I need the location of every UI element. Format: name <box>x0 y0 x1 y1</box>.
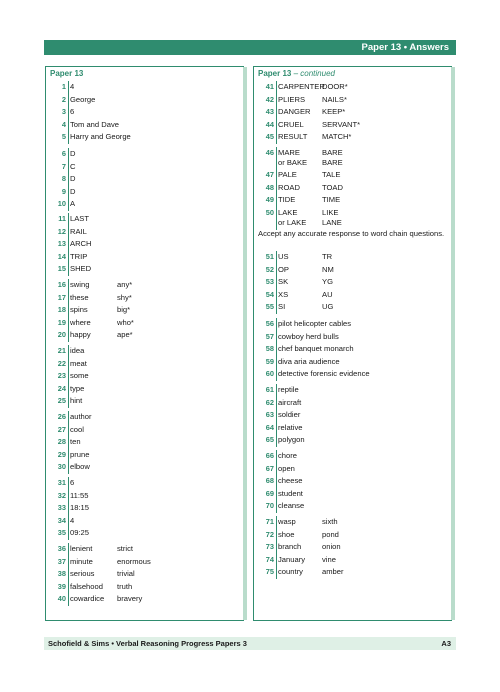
answer-text: or BAKE <box>278 158 308 167</box>
answer-text: DANGER <box>278 107 311 117</box>
answer-text: idea <box>70 346 85 355</box>
answer-text: 6 <box>70 107 75 117</box>
answer-text: falsehood <box>70 581 103 591</box>
answer-row <box>256 182 446 193</box>
answer-text-second: BARE <box>322 158 343 167</box>
answer-text-second: LANE <box>322 217 342 227</box>
right-panel <box>253 66 452 621</box>
answer-text: TRIP <box>70 251 88 261</box>
group-divider <box>276 318 277 381</box>
answer-text: swing <box>70 280 90 289</box>
answer-row <box>256 409 446 420</box>
group-divider <box>68 213 69 276</box>
answer-text: detective forensic evidence <box>278 369 370 379</box>
answer-row <box>256 384 446 395</box>
question-number: 34 <box>57 515 66 525</box>
question-number: 27 <box>57 424 66 434</box>
question-number: 11 <box>58 214 66 223</box>
answer-text: diva aria audience <box>278 356 340 366</box>
question-number: 37 <box>57 556 66 566</box>
answer-text: PALE <box>278 170 297 179</box>
question-number: 23 <box>57 371 66 381</box>
answer-text: US <box>278 252 289 261</box>
answer-row <box>48 173 238 184</box>
answer-text: George <box>70 94 96 104</box>
footer <box>44 637 456 650</box>
answer-text: shoe <box>278 529 295 539</box>
question-number: 74 <box>265 554 274 564</box>
question-number: 39 <box>57 581 66 591</box>
answer-text-second: amber <box>322 567 344 577</box>
answer-text: author <box>70 412 92 421</box>
answer-text-second: truth <box>117 581 133 591</box>
answer-row <box>256 157 446 168</box>
right-panel-title-main: Paper 13 <box>258 69 292 78</box>
answer-text-second: any* <box>117 280 133 289</box>
answer-row <box>256 194 446 205</box>
answer-text-second: YG <box>322 277 333 287</box>
question-number: 75 <box>265 567 274 577</box>
answer-text-second: AU <box>322 289 333 299</box>
answer-text: TIDE <box>278 195 296 205</box>
question-number: 19 <box>57 317 66 327</box>
right-panel-title <box>258 69 335 78</box>
answer-text: relative <box>278 422 303 432</box>
answer-row <box>48 238 238 249</box>
answer-text: chore <box>278 451 297 460</box>
question-number: 65 <box>265 435 274 445</box>
answer-text: January <box>278 554 306 564</box>
answer-text: C <box>70 161 76 171</box>
question-number: 28 <box>57 437 66 447</box>
question-number: 18 <box>57 305 66 315</box>
question-number: 49 <box>265 195 274 205</box>
answer-row <box>48 358 238 369</box>
answer-row <box>48 304 238 315</box>
answer-text: MARE <box>278 148 300 157</box>
question-number: 44 <box>265 119 274 129</box>
group-divider <box>68 148 69 211</box>
answer-row <box>48 515 238 526</box>
answer-text: 09:25 <box>70 528 90 538</box>
answer-text-second: TOAD <box>322 182 343 192</box>
answer-text: reptile <box>278 385 299 394</box>
question-number: 48 <box>265 182 274 192</box>
answer-text-second: DOOR* <box>322 82 348 91</box>
question-number: 67 <box>265 463 274 473</box>
question-number: 71 <box>265 517 274 526</box>
answer-row <box>48 263 238 274</box>
answer-row <box>48 581 238 592</box>
panel-shadow <box>451 67 455 620</box>
answer-text-second: bravery <box>117 594 143 604</box>
answer-text-second: BARE <box>322 148 343 157</box>
answer-text-second: TALE <box>322 170 341 179</box>
answer-row <box>256 356 446 367</box>
question-number: 32 <box>57 490 66 500</box>
answer-text-second: ape* <box>117 330 133 340</box>
answer-row <box>256 541 446 552</box>
group-divider <box>68 345 69 408</box>
panel-shadow <box>243 67 247 620</box>
question-number: 60 <box>265 369 274 379</box>
group-divider <box>276 251 277 314</box>
answer-text-second: vine <box>322 554 336 564</box>
question-number: 46 <box>265 148 274 157</box>
answer-text: 18:15 <box>70 503 90 513</box>
answer-row <box>48 383 238 394</box>
answer-text: 4 <box>70 515 75 525</box>
question-number: 12 <box>57 226 66 236</box>
answer-row <box>48 477 238 488</box>
answer-text: 6 <box>70 478 75 487</box>
answer-row <box>48 568 238 579</box>
question-number: 73 <box>265 542 274 552</box>
question-number: 25 <box>57 396 66 406</box>
answer-row <box>256 343 446 354</box>
answer-text: cowboy herd bulls <box>278 331 339 341</box>
group-divider <box>276 147 277 230</box>
question-number: 20 <box>57 330 66 340</box>
answer-row <box>48 226 238 237</box>
answer-text-second: big* <box>117 305 131 315</box>
answer-row <box>256 475 446 486</box>
answer-row <box>256 289 446 300</box>
question-number: 64 <box>265 422 274 432</box>
group-divider <box>276 384 277 447</box>
answer-text: these <box>70 292 89 302</box>
answer-text: student <box>278 488 303 498</box>
answer-row <box>256 251 446 262</box>
answer-row <box>48 198 238 209</box>
answer-text-second: TIME <box>322 195 341 205</box>
answer-row <box>256 422 446 433</box>
question-number: 1 <box>61 82 66 91</box>
answer-text: LAST <box>70 214 89 223</box>
answer-row <box>48 81 238 92</box>
question-number: 24 <box>57 383 66 393</box>
answer-text-second: pond <box>322 529 339 539</box>
answer-row <box>256 119 446 130</box>
question-number: 51 <box>265 252 274 261</box>
answer-text: 4 <box>70 82 75 91</box>
answer-row <box>48 279 238 290</box>
answer-row <box>256 434 446 445</box>
question-number: 40 <box>57 594 66 604</box>
answer-row <box>256 331 446 342</box>
question-number: 70 <box>265 501 274 511</box>
answer-text: SHED <box>70 264 92 274</box>
question-number: 17 <box>57 292 66 302</box>
answer-row <box>256 554 446 565</box>
answer-text: country <box>278 567 303 577</box>
question-number: 14 <box>57 251 66 261</box>
answer-text-second: strict <box>117 544 134 553</box>
answer-text: LAKE <box>278 207 298 217</box>
answer-text: hint <box>70 396 83 406</box>
answer-text: where <box>70 317 91 327</box>
answer-row <box>48 119 238 130</box>
answer-text: polygon <box>278 435 305 445</box>
answer-row <box>48 424 238 435</box>
answer-text: some <box>70 371 89 381</box>
question-number: 30 <box>57 462 66 472</box>
question-number: 63 <box>265 410 274 420</box>
answer-text: CRUEL <box>278 119 304 129</box>
question-number: 21 <box>57 346 66 355</box>
answer-row <box>48 148 238 159</box>
word-chain-note: Accept any accurate response to word chain questions. <box>258 229 445 238</box>
answer-text: open <box>278 463 295 473</box>
answer-row <box>48 329 238 340</box>
answer-row <box>48 292 238 303</box>
right-panel-title-suffix: – continued <box>293 69 335 78</box>
answer-text: cheese <box>278 476 303 486</box>
question-number: 22 <box>57 358 66 368</box>
answer-row <box>256 318 446 329</box>
question-number: 6 <box>61 149 66 158</box>
answer-row <box>48 502 238 513</box>
group-divider <box>68 81 69 144</box>
answer-row <box>48 527 238 538</box>
left-panel-title: Paper 13 <box>50 69 84 78</box>
answer-row <box>256 131 446 142</box>
answer-text: Harry and George <box>70 132 131 142</box>
answer-text: or LAKE <box>278 217 307 227</box>
answer-row <box>48 593 238 604</box>
group-divider <box>68 279 69 342</box>
question-number: 54 <box>265 289 274 299</box>
question-number: 33 <box>57 503 66 513</box>
question-number: 31 <box>57 478 66 487</box>
question-number: 3 <box>61 107 66 117</box>
answer-text: aircraft <box>278 397 302 407</box>
group-divider <box>276 516 277 579</box>
answer-text: elbow <box>70 462 90 472</box>
group-divider <box>276 450 277 513</box>
answer-text: RESULT <box>278 132 308 142</box>
question-number: 10 <box>57 199 66 209</box>
question-number: 36 <box>57 544 66 553</box>
group-divider <box>68 477 69 540</box>
question-number: 7 <box>61 161 66 171</box>
question-number: 41 <box>265 82 274 91</box>
answer-row <box>48 94 238 105</box>
answer-row <box>48 317 238 328</box>
answer-text: PLIERS <box>278 94 306 104</box>
answer-row <box>48 161 238 172</box>
answer-row <box>48 411 238 422</box>
answer-text: CARPENTER <box>278 82 325 91</box>
question-number: 35 <box>57 528 66 538</box>
answer-text: D <box>70 186 76 196</box>
answer-text: SK <box>278 277 289 287</box>
answer-text: ARCH <box>70 239 92 249</box>
answer-text-second: enormous <box>117 556 151 566</box>
question-number: 13 <box>57 239 66 249</box>
header-title: Paper 13 • Answers <box>361 42 449 53</box>
answer-row <box>48 106 238 117</box>
answer-text: XS <box>278 289 289 299</box>
answer-text: RAIL <box>70 226 87 236</box>
answer-text: soldier <box>278 410 301 420</box>
question-number: 26 <box>57 412 66 421</box>
answer-row <box>256 500 446 511</box>
question-number: 16 <box>57 280 66 289</box>
answer-text: 11:55 <box>70 490 89 500</box>
answer-row <box>256 217 446 228</box>
answer-text: OP <box>278 264 289 274</box>
question-number: 47 <box>265 170 274 179</box>
answer-text-second: UG <box>322 302 334 312</box>
answer-row <box>48 213 238 224</box>
answer-text-second: trivial <box>117 569 135 579</box>
answer-text-second: LIKE <box>322 207 339 217</box>
answer-text: lenient <box>70 544 93 553</box>
answer-text: A <box>70 199 76 209</box>
question-number: 55 <box>265 302 274 312</box>
question-number: 57 <box>265 331 274 341</box>
answer-row <box>256 94 446 105</box>
question-number: 43 <box>265 107 274 117</box>
question-number: 72 <box>265 529 274 539</box>
answer-row <box>48 556 238 567</box>
answer-row <box>48 543 238 554</box>
answer-text: happy <box>70 330 91 340</box>
answer-row <box>256 397 446 408</box>
question-number: 62 <box>265 397 274 407</box>
answer-row <box>256 516 446 527</box>
answer-text: Tom and Dave <box>70 119 119 129</box>
answer-text: pilot helicopter cables <box>278 319 352 328</box>
answer-text: cowardice <box>70 594 105 604</box>
answer-row <box>48 395 238 406</box>
answer-row <box>48 449 238 460</box>
question-number: 38 <box>57 569 66 579</box>
footer-text: Schofield & Sims • Verbal Reasoning Progress Papers 3 <box>48 639 247 648</box>
answer-text: D <box>70 174 76 184</box>
answer-text: ten <box>70 437 81 447</box>
answer-text-second: shy* <box>117 292 132 302</box>
answer-text-second: MATCH* <box>322 132 352 142</box>
answer-row <box>256 529 446 540</box>
question-number: 58 <box>265 344 274 354</box>
answer-text: SI <box>278 302 286 312</box>
answer-text: meat <box>70 358 87 368</box>
answer-text-second: TR <box>322 252 333 261</box>
answer-text: spins <box>70 305 88 315</box>
answer-row <box>48 131 238 142</box>
answer-row <box>256 169 446 180</box>
question-number: 5 <box>61 132 66 142</box>
answer-row <box>48 436 238 447</box>
question-number: 56 <box>265 319 274 328</box>
answer-text: ROAD <box>278 182 300 192</box>
question-number: 8 <box>61 174 66 184</box>
answer-text: branch <box>278 542 302 552</box>
answer-text-second: who* <box>117 317 134 327</box>
question-number: 2 <box>61 94 66 104</box>
question-number: 9 <box>61 186 66 196</box>
answer-text-second: onion <box>322 542 341 552</box>
question-number: 52 <box>265 264 274 274</box>
answer-row <box>48 186 238 197</box>
answer-text: cool <box>70 424 84 434</box>
answer-row <box>256 264 446 275</box>
answer-row <box>256 301 446 312</box>
question-number: 53 <box>265 277 274 287</box>
answer-row <box>48 461 238 472</box>
answer-row <box>48 345 238 356</box>
answer-row <box>256 488 446 499</box>
question-number: 66 <box>265 451 274 460</box>
group-divider <box>68 543 69 606</box>
question-number: 45 <box>265 132 274 142</box>
answer-text: serious <box>70 569 95 579</box>
answer-text: chef banquet monarch <box>278 344 354 354</box>
question-number: 59 <box>265 356 274 366</box>
answer-text: minute <box>70 556 93 566</box>
answer-text-second: SERVANT* <box>322 119 361 129</box>
answer-text: type <box>70 383 85 393</box>
left-panel <box>45 66 244 621</box>
question-number: 69 <box>265 488 274 498</box>
question-number: 68 <box>265 476 274 486</box>
answer-row <box>256 81 446 92</box>
answer-text: cleanse <box>278 501 305 511</box>
header-band <box>44 40 456 55</box>
answer-row <box>256 450 446 461</box>
answer-text: D <box>70 149 76 158</box>
question-number: 15 <box>57 264 66 274</box>
question-number: 29 <box>57 449 66 459</box>
answer-row <box>48 370 238 381</box>
answer-text-second: NM <box>322 264 334 274</box>
answer-row <box>256 463 446 474</box>
question-number: 42 <box>265 94 274 104</box>
group-divider <box>276 81 277 144</box>
answer-row <box>256 368 446 379</box>
question-number: 50 <box>265 207 274 217</box>
answer-text-second: sixth <box>322 517 338 526</box>
page-number: A3 <box>441 639 451 648</box>
answer-row <box>256 276 446 287</box>
answer-row <box>256 106 446 117</box>
question-number: 61 <box>265 385 274 394</box>
group-divider <box>68 411 69 474</box>
answer-text: wasp <box>278 517 296 526</box>
answer-row <box>256 566 446 577</box>
answer-text-second: KEEP* <box>322 107 346 117</box>
answer-row <box>48 490 238 501</box>
answer-text-second: NAILS* <box>322 94 347 104</box>
question-number: 4 <box>61 119 66 129</box>
answer-text: prune <box>70 449 90 459</box>
answer-row <box>48 251 238 262</box>
